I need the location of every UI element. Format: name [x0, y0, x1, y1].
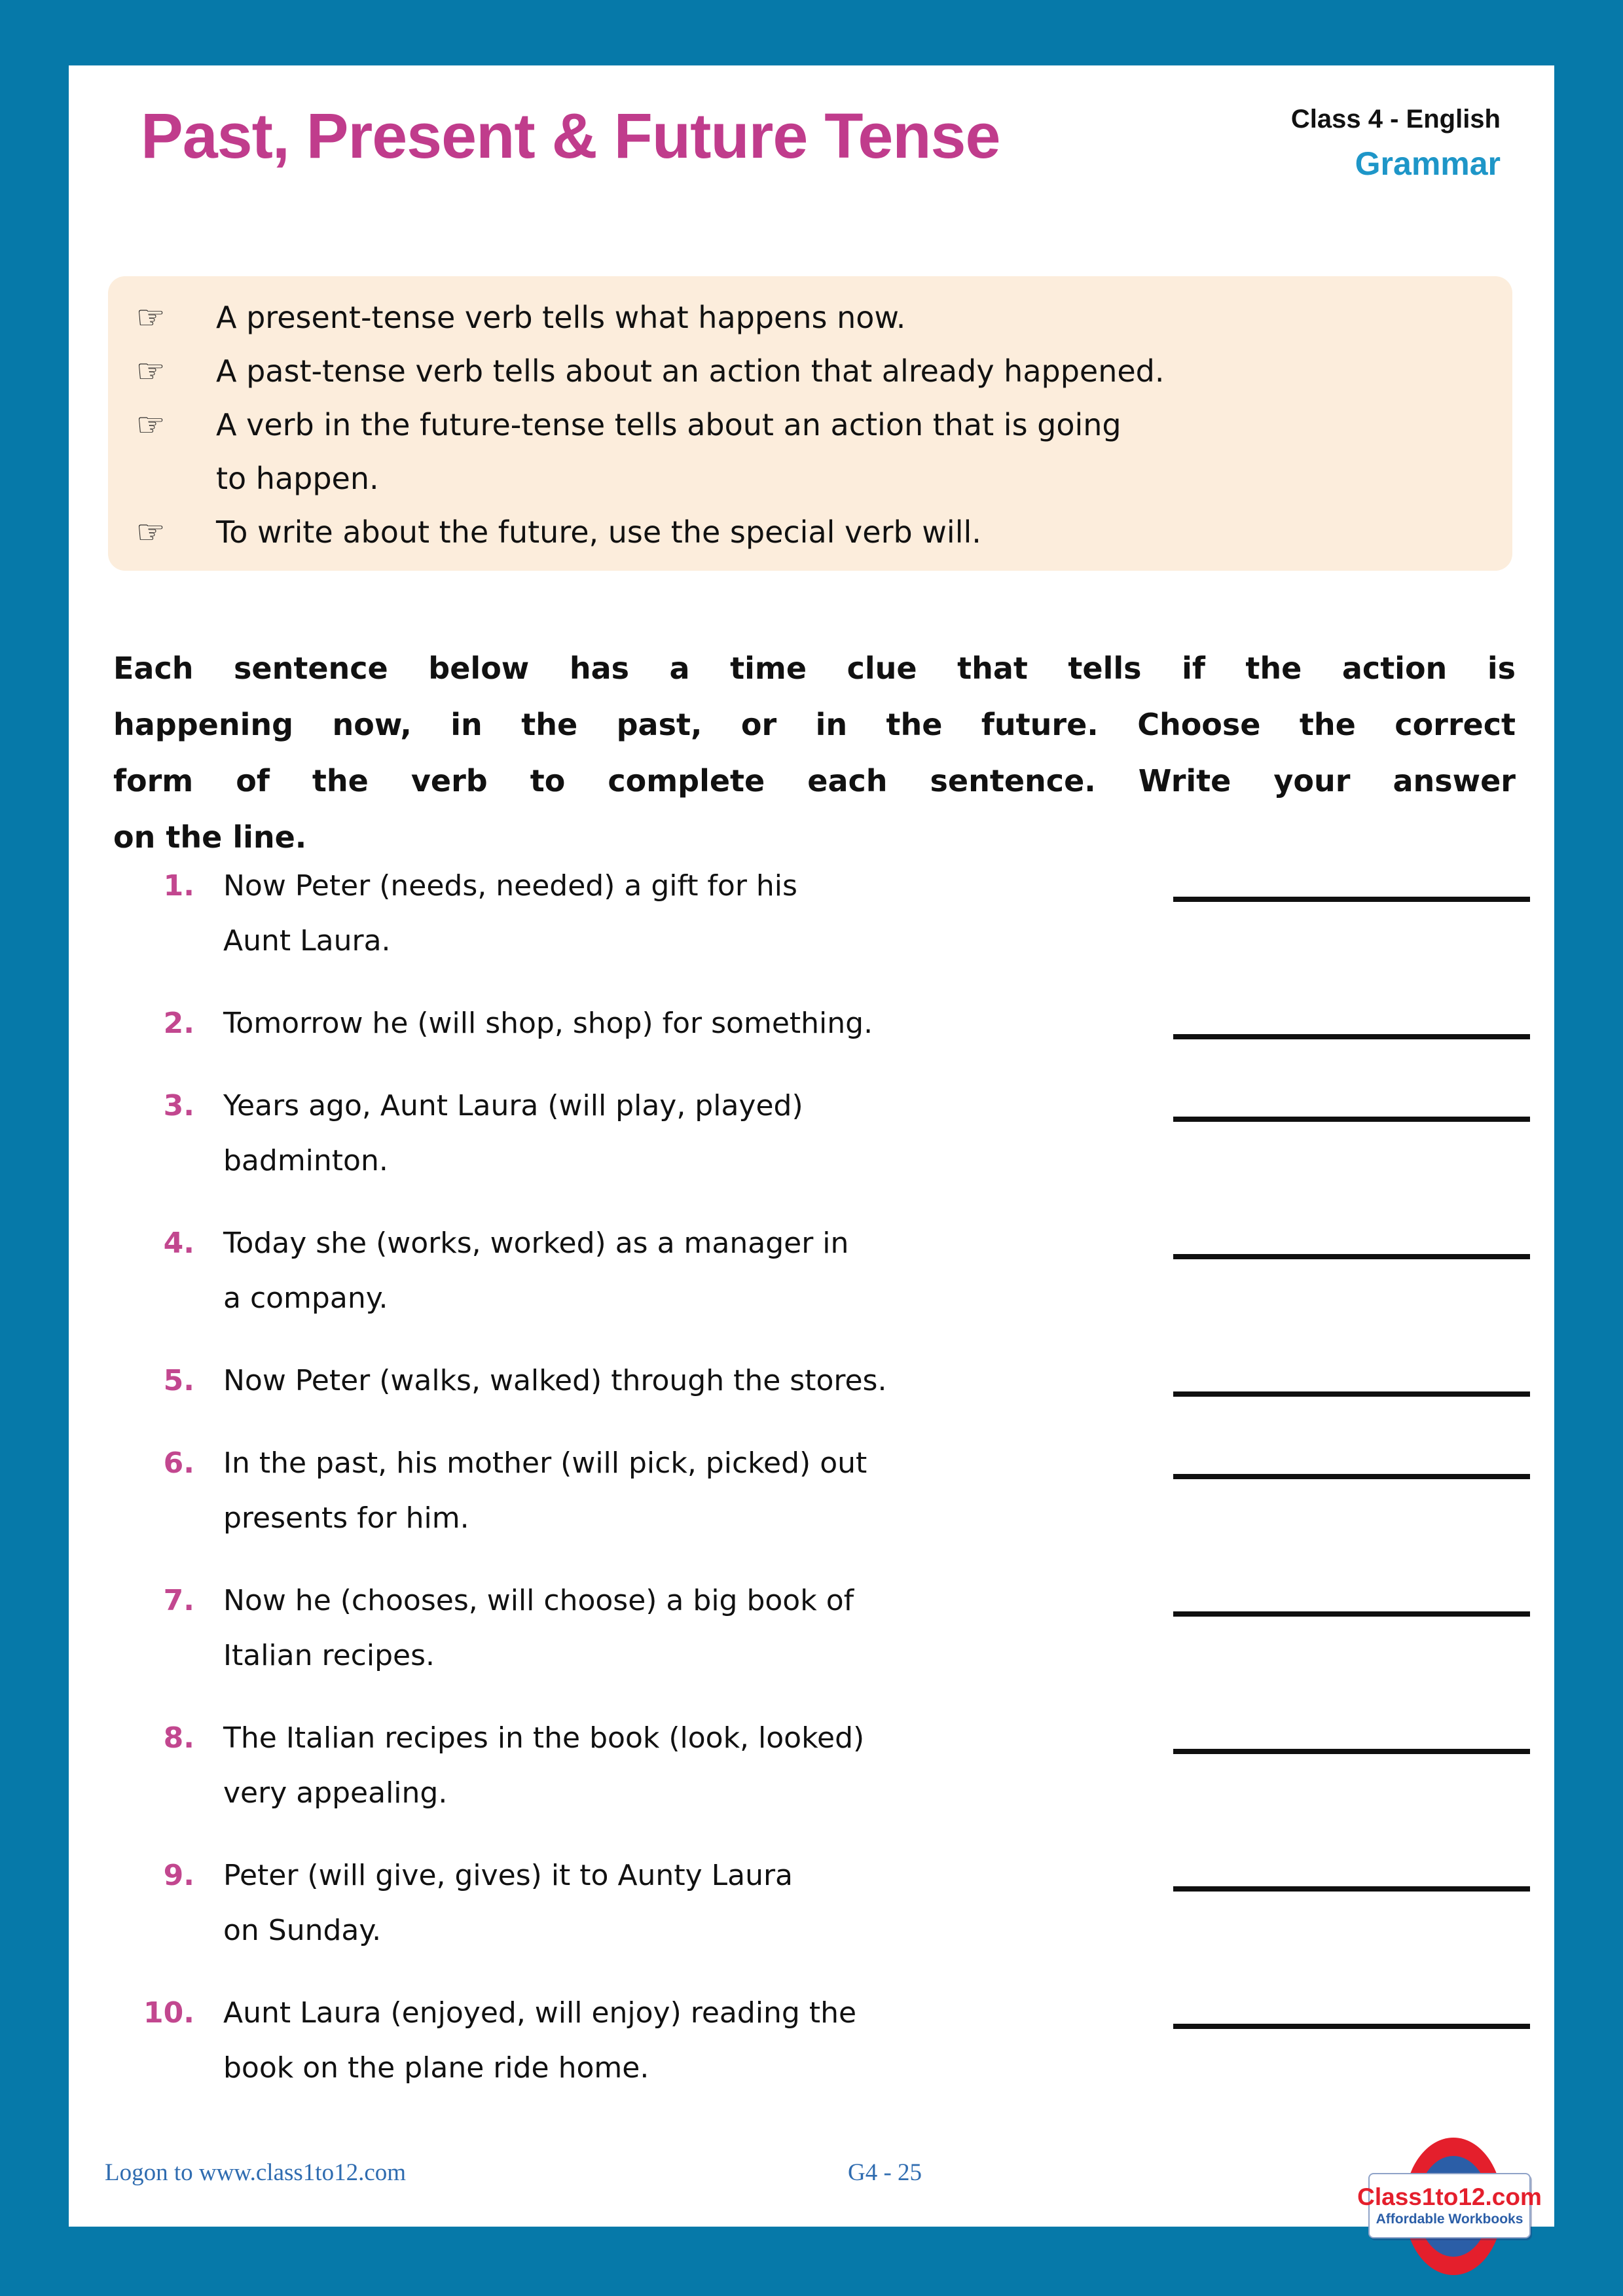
info-item-line: To write about the future, use the special verb will. [216, 514, 981, 550]
subject-label: Grammar [1355, 145, 1501, 182]
question-text [223, 1573, 854, 1683]
class-grade-label: Class 4 - English [1290, 105, 1501, 134]
question-number: 2. [163, 1007, 194, 1040]
info-item [131, 291, 1480, 344]
info-item-line: A present-tense verb tells what happens now. [216, 300, 906, 335]
instructions-line: happening now, in the past, or in the future. Choose the correct [113, 707, 1516, 742]
info-box [108, 276, 1512, 571]
pointing-hand-icon: ☞ [136, 513, 166, 551]
question-text [223, 1986, 856, 2096]
pointing-hand-icon: ☞ [136, 298, 166, 336]
question-row [134, 1079, 1548, 1189]
question-row [134, 1354, 1548, 1408]
info-item [131, 505, 1480, 559]
answer-line[interactable] [1173, 1749, 1530, 1754]
question-text-line: Peter (will give, gives) it to Aunty Laura [223, 1859, 793, 1892]
pointing-hand-icon: ☞ [136, 406, 166, 444]
question-text-line: Aunt Laura. [223, 924, 391, 958]
worksheet-sheet [69, 65, 1554, 2227]
question-number: 10. [143, 1996, 194, 2030]
info-item [131, 398, 1480, 505]
answer-line[interactable] [1173, 1034, 1530, 1039]
question-text-line: badminton. [223, 1144, 388, 1177]
instructions-line: form of the verb to complete each sentence. Write your answer [113, 763, 1516, 798]
logo-band [1357, 2173, 1542, 2238]
header-right [1291, 105, 1501, 183]
question-text [223, 1354, 886, 1408]
page-title: Past, Present & Future Tense [141, 100, 1000, 171]
question-row [134, 1573, 1548, 1683]
logo-subtitle: Affordable Workbooks [1376, 2212, 1523, 2227]
question-text-line: Tomorrow he (will shop, shop) for something. [223, 1007, 873, 1040]
question-text-line: Aunt Laura (enjoyed, will enjoy) reading the [223, 1996, 857, 2030]
answer-line[interactable] [1173, 1254, 1530, 1259]
question-text-line: Italian recipes. [223, 1639, 435, 1672]
question-text-line: Today she (works, worked) as a manager in [223, 1227, 849, 1260]
class1to12-logo [1357, 2132, 1542, 2289]
question-number: 5. [163, 1364, 194, 1397]
question-text-line: In the past, his mother (will pick, picked) out [223, 1446, 867, 1480]
question-number: 1. [163, 869, 194, 903]
answer-line[interactable] [1173, 1391, 1530, 1397]
answer-line[interactable] [1173, 1474, 1530, 1479]
answer-line[interactable] [1173, 1886, 1530, 1892]
question-text [223, 1216, 848, 1326]
info-item-text [216, 505, 1480, 559]
question-text-line: Now Peter (needs, needed) a gift for his [223, 869, 797, 903]
info-item-text [216, 291, 1480, 344]
questions-list [134, 859, 1548, 2123]
logo-title: Class1to12.com [1357, 2183, 1542, 2210]
question-text [223, 1436, 867, 1546]
instructions-line: Each sentence below has a time clue that tells if the action is [113, 651, 1516, 686]
info-item-line: A verb in the future-tense tells about an action that is going [216, 407, 1122, 442]
question-number: 4. [163, 1227, 194, 1260]
question-text-line: very appealing. [223, 1776, 448, 1810]
question-number: 6. [163, 1446, 194, 1480]
question-number: 8. [163, 1721, 194, 1755]
info-item-text [216, 398, 1480, 505]
question-text-line: Now Peter (walks, walked) through the stores. [223, 1364, 887, 1397]
answer-line[interactable] [1173, 1611, 1530, 1617]
info-item [131, 344, 1480, 398]
answer-line[interactable] [1173, 2024, 1530, 2029]
question-row [134, 1711, 1548, 1821]
answer-line[interactable] [1173, 1117, 1530, 1122]
pointing-hand-icon: ☞ [136, 352, 166, 390]
question-row [134, 996, 1548, 1051]
question-row [134, 859, 1548, 969]
info-item-text [216, 344, 1480, 398]
question-row [134, 1216, 1548, 1326]
question-text-line: a company. [223, 1282, 388, 1315]
question-text-line: Years ago, Aunt Laura (will play, played) [223, 1089, 803, 1122]
instructions-line: on the line. [113, 819, 307, 855]
footer-page-code: G4 - 25 [848, 2159, 922, 2186]
question-text [223, 859, 797, 969]
question-text [223, 1711, 864, 1821]
answer-line[interactable] [1173, 897, 1530, 902]
question-number: 9. [163, 1859, 194, 1892]
footer-website-text: Logon to www.class1to12.com [105, 2159, 407, 2186]
question-text [223, 996, 873, 1051]
info-item-line: A past-tense verb tells about an action that already happened. [216, 353, 1165, 389]
question-text-line: The Italian recipes in the book (look, looked) [223, 1721, 865, 1755]
question-number: 7. [163, 1584, 194, 1617]
instructions-text [113, 640, 1516, 865]
question-text-line: Now he (chooses, will choose) a big book of [223, 1584, 854, 1617]
question-text-line: on Sunday. [223, 1914, 382, 1947]
info-item-line: to happen. [216, 461, 379, 496]
question-row [134, 1986, 1548, 2096]
question-text [223, 1848, 793, 1958]
question-number: 3. [163, 1089, 194, 1122]
question-text-line: book on the plane ride home. [223, 2051, 649, 2085]
question-text-line: presents for him. [223, 1501, 469, 1535]
question-row [134, 1848, 1548, 1958]
question-text [223, 1079, 803, 1189]
question-row [134, 1436, 1548, 1546]
